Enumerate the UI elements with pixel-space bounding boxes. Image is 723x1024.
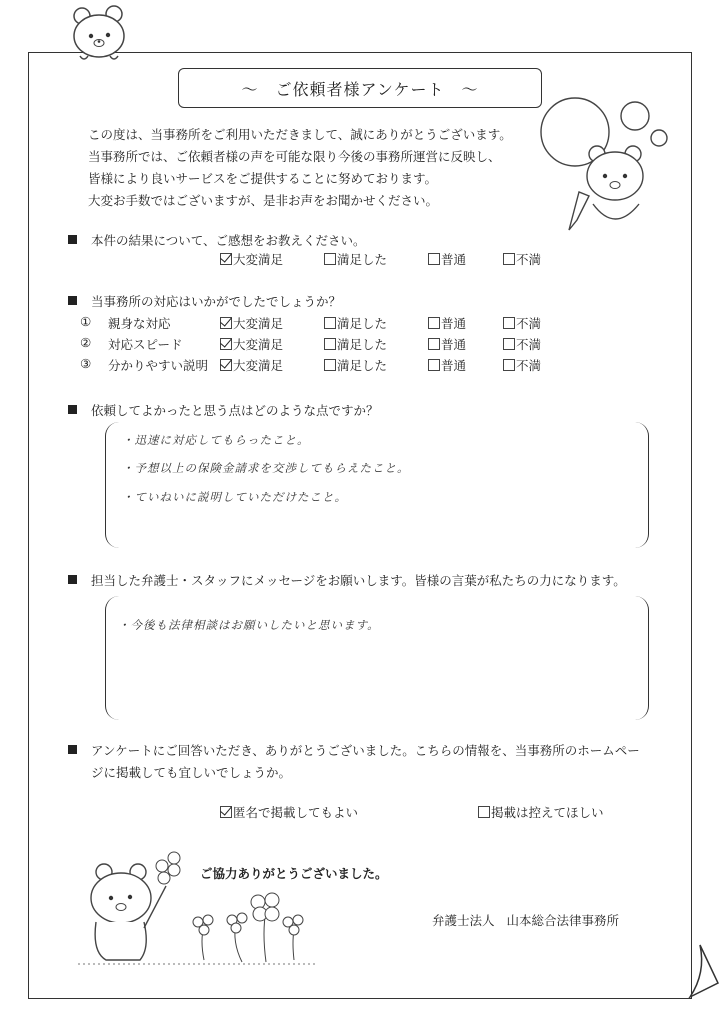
question-1-text: 本件の結果について、ご感想をお教えください。	[91, 233, 366, 248]
item-number: ③	[80, 356, 92, 371]
question-5-options	[0, 803, 604, 821]
checkbox-checked-icon[interactable]	[220, 253, 232, 265]
option-very-satisfied[interactable]: 大変満足	[220, 356, 283, 374]
question-2	[68, 292, 341, 310]
question-2-item	[80, 335, 620, 353]
option-dissatisfied[interactable]: 不満	[503, 314, 541, 332]
handwritten-answer: ・ていねいに説明していただけたこと。	[122, 490, 347, 504]
bullet-square-icon	[68, 235, 77, 244]
intro-line: 当事務所では、ご依頼者様の声を可能な限り今後の事務所運営に反映し、	[88, 149, 501, 164]
checkbox-icon[interactable]	[428, 359, 440, 371]
bullet-square-icon	[68, 745, 77, 754]
checkbox-icon[interactable]	[428, 338, 440, 350]
bullet-square-icon	[68, 405, 77, 414]
item-number: ②	[80, 335, 92, 350]
checkbox-icon[interactable]	[324, 317, 336, 329]
option-dissatisfied[interactable]: 不満	[503, 356, 541, 374]
question-3	[68, 401, 379, 419]
page-curl-icon	[640, 925, 720, 1005]
bullet-square-icon	[68, 296, 77, 305]
option-satisfied[interactable]: 満足した	[324, 314, 387, 332]
question-5-text: アンケートにご回答いただき、ありがとうございました。こちらの情報を、当事務所のホームペー	[91, 743, 640, 758]
bear-mascot-icon	[66, 4, 134, 64]
question-5	[68, 741, 640, 759]
bear-pencil-icon	[535, 92, 685, 242]
question-5-line2: ジに掲載しても宜しいでしょうか。	[91, 765, 292, 780]
option-normal[interactable]: 普通	[428, 335, 466, 353]
checkbox-checked-icon[interactable]	[220, 338, 232, 350]
checkbox-icon[interactable]	[324, 338, 336, 350]
option-publish-anonymous[interactable]: 匿名で掲載してもよい	[220, 803, 358, 821]
checkbox-icon[interactable]	[324, 359, 336, 371]
option-do-not-publish[interactable]: 掲載は控えてほしい	[478, 803, 604, 821]
option-satisfied[interactable]: 満足した	[324, 356, 387, 374]
handwritten-answer: ・今後も法律相談はお願いしたいと思います。	[118, 618, 380, 632]
question-4	[68, 571, 626, 589]
intro-line: 大変お手数ではございますが、是非お声をお聞かせください。	[88, 193, 439, 208]
question-1-options	[80, 250, 620, 268]
checkbox-icon[interactable]	[503, 253, 515, 265]
item-label: 分かりやすい説明	[108, 358, 209, 373]
handwritten-answer: ・予想以上の保険金請求を交渉してもらえたこと。	[122, 461, 410, 475]
checkbox-icon[interactable]	[478, 806, 490, 818]
option-dissatisfied[interactable]: 不満	[503, 250, 541, 268]
page-title: ～ ご依頼者様アンケート ～	[178, 68, 542, 108]
option-satisfied[interactable]: 満足した	[324, 335, 387, 353]
option-normal[interactable]: 普通	[428, 314, 466, 332]
checkbox-icon[interactable]	[324, 253, 336, 265]
question-2-item	[80, 314, 620, 332]
firm-name: 山本総合法律事務所	[506, 913, 620, 928]
firm-type: 弁護士法人	[432, 913, 495, 928]
question-2-text: 当事務所の対応はいかがでしたでしょうか？	[91, 294, 342, 309]
item-label: 対応スピード	[108, 337, 183, 352]
intro-text	[88, 124, 512, 212]
checkbox-checked-icon[interactable]	[220, 317, 232, 329]
option-very-satisfied[interactable]: 大変満足	[220, 250, 283, 268]
option-normal[interactable]: 普通	[428, 250, 466, 268]
closing-message: ご協力ありがとうございました。	[200, 866, 388, 881]
option-dissatisfied[interactable]: 不満	[503, 335, 541, 353]
bear-clover-icon	[74, 850, 324, 968]
checkbox-icon[interactable]	[503, 317, 515, 329]
checkbox-icon[interactable]	[428, 317, 440, 329]
checkbox-checked-icon[interactable]	[220, 806, 232, 818]
checkbox-icon[interactable]	[428, 253, 440, 265]
firm-signature	[432, 911, 631, 929]
checkbox-checked-icon[interactable]	[220, 359, 232, 371]
intro-line: この度は、当事務所をご利用いただきまして、誠にありがとうございます。	[88, 127, 512, 142]
item-number: ①	[80, 314, 92, 329]
question-3-text: 依頼してよかったと思う点はどのような点ですか？	[91, 403, 379, 418]
answer-box-4[interactable]	[105, 596, 649, 720]
option-very-satisfied[interactable]: 大変満足	[220, 314, 283, 332]
question-4-text: 担当した弁護士・スタッフにメッセージをお願いします。皆様の言葉が私たちの力になります。	[91, 573, 626, 588]
bullet-square-icon	[68, 575, 77, 584]
checkbox-icon[interactable]	[503, 359, 515, 371]
option-very-satisfied[interactable]: 大変満足	[220, 335, 283, 353]
option-normal[interactable]: 普通	[428, 356, 466, 374]
item-label: 親身な対応	[108, 316, 171, 331]
question-1	[68, 231, 366, 249]
option-satisfied[interactable]: 満足した	[324, 250, 387, 268]
handwritten-answer: ・迅速に対応してもらったこと。	[122, 433, 310, 447]
question-2-item	[80, 356, 620, 374]
intro-line: 皆様により良いサービスをご提供することに努めております。	[88, 171, 438, 186]
checkbox-icon[interactable]	[503, 338, 515, 350]
